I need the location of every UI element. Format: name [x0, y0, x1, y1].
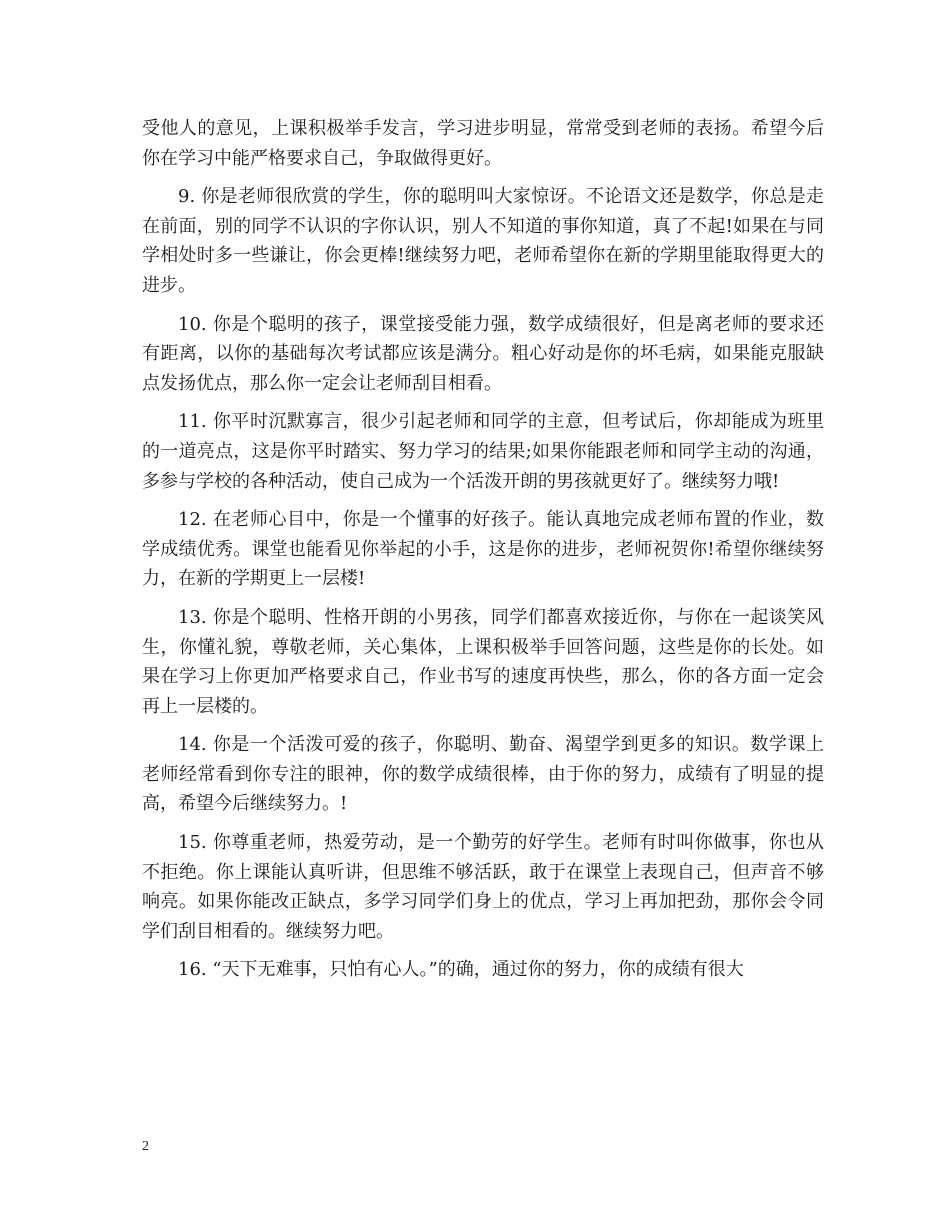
- page-number: 2: [142, 1139, 149, 1154]
- paragraph-item-13: 13. 你是个聪明、性格开朗的小男孩，同学们都喜欢接近你，与你在一起谈笑风生，你懂礼貌，尊敬老师，关心集体，上课积极举手回答问题，这些是你的长处。如果在学习上你更加严格要求自己，作业书写的速度再快些，那么，你的各方面一定会再上一层楼的。: [142, 606, 824, 717]
- paragraph-item-11: 11. 你平时沉默寡言，很少引起老师和同学的主意，但考试后，你却能成为班里的一道亮点，这是你平时踏实、努力学习的结果;如果你能跟老师和同学主动的沟通，多参与学校的各种活动，使自己成为一个活泼开朗的男孩就更好了。继续努力哦!: [142, 411, 824, 492]
- paragraph-item-16: 16. “天下无难事，只怕有心人。”的确，通过你的努力，你的成绩有很大: [178, 959, 744, 981]
- paragraph-item-15: 15. 你尊重老师，热爱劳动，是一个勤劳的好学生。老师有时叫你做事，你也从不拒绝。你上课能认真听讲，但思维不够活跃，敢于在课堂上表现自己，但声音不够响亮。如果你能改正缺点，多学习同学们身上的优点，学习上再加把劲，那你会令同学们刮目相看的。继续努力吧。: [142, 832, 824, 942]
- paragraph-item-10: 10. 你是个聪明的孩子，课堂接受能力强，数学成绩很好，但是离老师的要求还有距离，以你的基础每次考试都应该是满分。粗心好动是你的坏毛病，如果能克服缺点发扬优点，那么你一定会让老师刮目相看。: [142, 313, 824, 394]
- paragraph-item-14: 14. 你是一个活泼可爱的孩子，你聪明、勤奋、渴望学到更多的知识。数学课上老师经常看到你专注的眼神，你的数学成绩很棒，由于你的努力，成绩有了明显的提高，希望今后继续努力。!: [142, 734, 824, 815]
- paragraph-item-12: 12. 在老师心目中，你是一个懂事的好孩子。能认真地完成老师布置的作业，数学成绩优秀。课堂也能看见你举起的小手，这是你的进步，老师祝贺你!希望你继续努力，在新的学期更上一层楼!: [142, 509, 824, 590]
- document-body: [142, 114, 824, 994]
- paragraph-item-9: 9. 你是老师很欣赏的学生，你的聪明叫大家惊讶。不论语文还是数学，你总是走在前面，别的同学不认识的字你认识，别人不知道的事你知道，真了不起!如果在与同学相处时多一些谦让，你会更棒!继续努力吧，老师希望你在新的学期里能取得更大的进步。: [142, 186, 824, 296]
- paragraph-continued: 受他人的意见，上课积极举手发言，学习进步明显，常常受到老师的表扬。希望今后你在学习中能严格要求自己，争取做得更好。: [142, 118, 824, 169]
